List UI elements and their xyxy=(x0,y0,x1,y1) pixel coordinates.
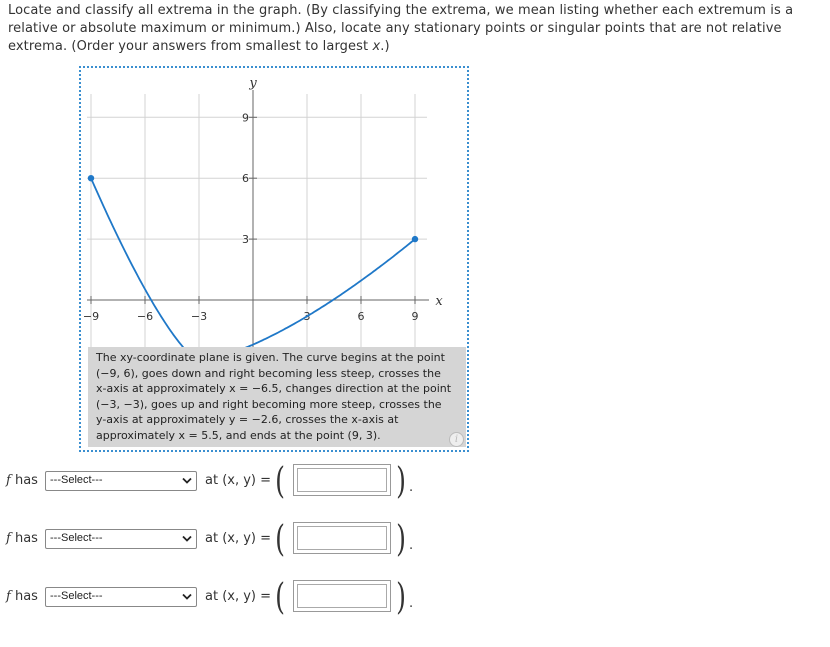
question-line-3-text: extrema. (Order your answers from smallest to largest xyxy=(8,39,373,54)
f-symbol: f xyxy=(6,473,11,488)
x-tick-label: −3 xyxy=(190,310,208,323)
open-paren: ( xyxy=(275,519,285,560)
f-symbol: f xyxy=(6,589,11,604)
at-xy-label: at (x, y) = xyxy=(205,473,272,488)
select-value: ---Select--- xyxy=(50,532,103,544)
period: . xyxy=(409,596,414,611)
x-tick-label: 3 xyxy=(303,310,311,323)
x-axis-label: x xyxy=(435,294,443,309)
endpoint-dot xyxy=(412,236,418,242)
y-tick-label: 9 xyxy=(242,111,249,125)
has-text: has xyxy=(14,473,38,488)
chevron-down-icon xyxy=(182,477,192,485)
question-line-1: Locate and classify all extrema in the graph. (By classifying the extrema, we mean listing whether each extremum is a xyxy=(8,3,794,18)
f-has-label xyxy=(6,531,38,546)
axes-layer xyxy=(83,76,443,347)
question-text xyxy=(8,2,808,56)
description-line: (−3, −3), goes up and right becoming more steep, crosses the xyxy=(96,397,442,411)
coordinate-input[interactable] xyxy=(293,580,391,612)
close-paren: ) xyxy=(396,461,406,502)
close-paren: ) xyxy=(396,519,406,560)
answer-row-1 xyxy=(0,462,830,502)
close-paren: ) xyxy=(396,577,406,618)
answer-row-2 xyxy=(0,520,830,560)
description-line: y-axis at approximately y = −2.6, crosses the x-axis at xyxy=(96,413,399,426)
at-xy-label: at (x, y) = xyxy=(205,531,272,546)
x-tick-label: 9 xyxy=(411,310,419,323)
select-value: ---Select--- xyxy=(50,590,103,602)
x-tick-label: −6 xyxy=(136,310,154,323)
graph-panel xyxy=(79,66,469,452)
coordinate-input-field[interactable] xyxy=(297,468,387,492)
period: . xyxy=(409,480,414,495)
has-text: has xyxy=(14,531,38,546)
y-axis-label: y xyxy=(249,76,257,91)
open-paren: ( xyxy=(275,577,285,618)
coordinate-input[interactable] xyxy=(293,522,391,554)
select-value: ---Select--- xyxy=(50,474,103,486)
f-symbol: f xyxy=(6,531,11,546)
question-line-3 xyxy=(8,38,808,56)
graph-description xyxy=(88,347,466,447)
extremum-type-select[interactable] xyxy=(45,471,197,491)
extremum-type-select[interactable] xyxy=(45,529,197,549)
question-line-2: relative or absolute maximum or minimum.) Also, locate any stationary points or singular points that are not relative xyxy=(8,21,782,36)
description-line: x-axis at approximately x = −6.5, changes direction at the point xyxy=(96,382,452,395)
coordinate-input-field[interactable] xyxy=(297,584,387,608)
has-text: has xyxy=(14,589,38,604)
info-icon[interactable]: i xyxy=(449,432,464,447)
x-tick-label: −9 xyxy=(82,310,100,323)
y-tick-label: 3 xyxy=(242,233,249,247)
endpoint-dot xyxy=(88,175,94,181)
coordinate-input-field[interactable] xyxy=(297,526,387,550)
x-tick-label: 6 xyxy=(357,310,365,323)
period: . xyxy=(409,538,414,553)
at-xy-label: at (x, y) = xyxy=(205,589,272,604)
question-var-x: x xyxy=(372,39,381,54)
description-line: (−9, 6), goes down and right becoming less steep, crosses the xyxy=(96,366,441,380)
f-has-label xyxy=(6,473,38,488)
question-line-3-end: .) xyxy=(380,39,390,54)
coordinate-input[interactable] xyxy=(293,464,391,496)
open-paren: ( xyxy=(275,461,285,502)
chevron-down-icon xyxy=(182,593,192,601)
description-line: approximately x = 5.5, and ends at the point (9, 3). xyxy=(96,428,381,442)
chevron-down-icon xyxy=(182,535,192,543)
description-line: The xy-coordinate plane is given. The curve begins at the point xyxy=(96,351,445,364)
y-tick-label: 6 xyxy=(242,172,249,186)
extremum-type-select[interactable] xyxy=(45,587,197,607)
f-has-label xyxy=(6,589,38,604)
answer-row-3 xyxy=(0,578,830,618)
